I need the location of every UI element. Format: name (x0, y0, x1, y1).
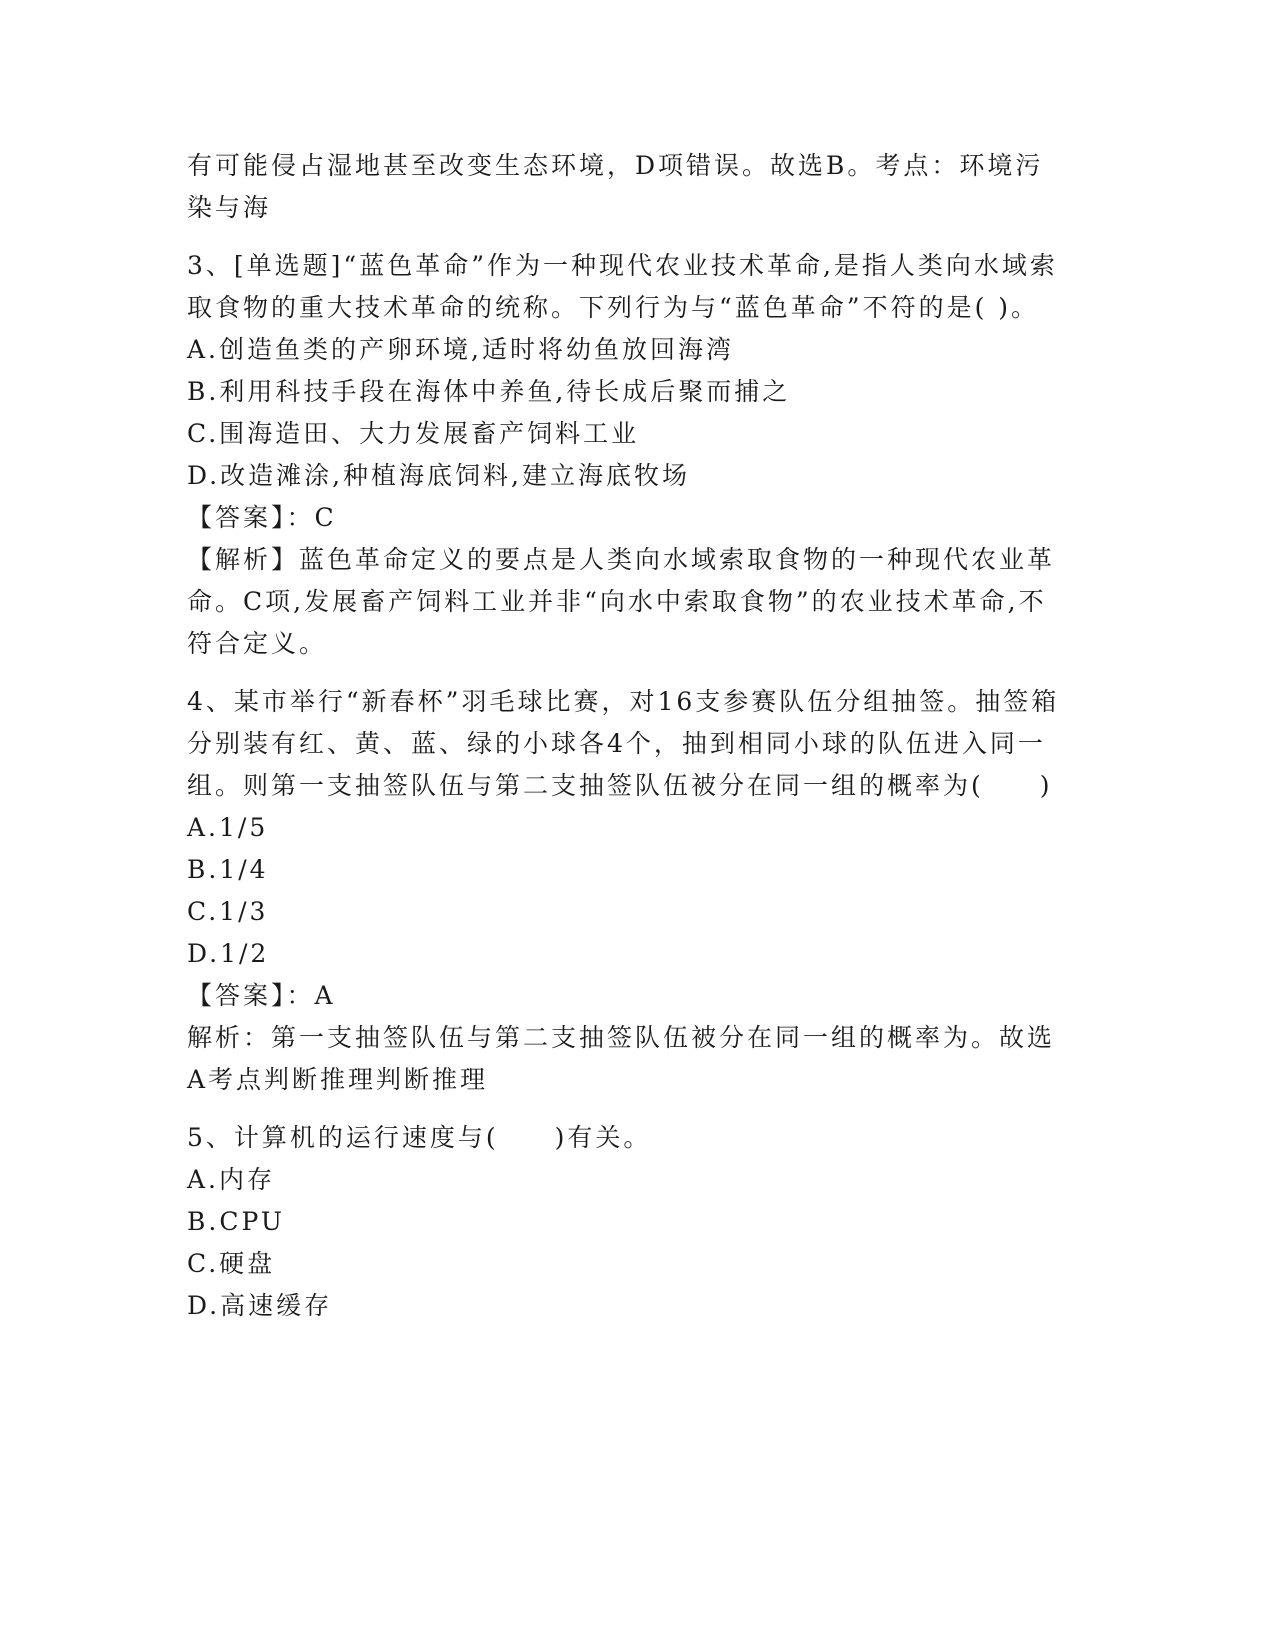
question-5-option-b: B.CPU (187, 1207, 285, 1236)
question-4-option-c: C.1/3 (187, 897, 269, 926)
intro-paragraph: 有可能侵占湿地甚至改变生态环境，D项错误。故选B。考点：环境污染与海 (187, 151, 1044, 222)
question-3-option-a: A.创造鱼类的产卵环境,适时将幼鱼放回海湾 (187, 335, 734, 364)
question-5-option-d: D.高速缓存 (187, 1291, 333, 1320)
spacer (187, 665, 1067, 681)
question-5 (187, 1117, 1067, 1327)
question-5-option-c: C.硬盘 (187, 1249, 276, 1278)
question-3-analysis: 【解析】蓝色革命定义的要点是人类向水域索取食物的一种现代农业革命。C项,发展畜产饲料工业并非“向水中索取食物”的农业技术革命,不符合定义。 (187, 545, 1056, 658)
question-3-option-c: C.围海造田、大力发展畜产饲料工业 (187, 419, 640, 448)
question-4-analysis: 解析：第一支抽签队伍与第二支抽签队伍被分在同一组的概率为。故选A考点判断推理判断推理 (187, 1023, 1056, 1094)
document-content (187, 145, 1067, 1327)
question-4 (187, 681, 1067, 1101)
question-5-stem: 5、计算机的运行速度与( )有关。 (187, 1123, 652, 1152)
question-3-option-d: D.改造滩涂,种植海底饲料,建立海底牧场 (187, 461, 690, 490)
question-3-answer: 【答案】：C (187, 503, 337, 532)
question-4-answer: 【答案】：A (187, 981, 336, 1010)
question-4-option-b: B.1/4 (187, 855, 269, 884)
question-5-option-a: A.内存 (187, 1165, 276, 1194)
question-4-option-d: D.1/2 (187, 939, 270, 968)
spacer (187, 229, 1067, 245)
question-3-option-b: B.利用科技手段在海体中养鱼,待长成后聚而捕之 (187, 377, 791, 406)
question-3-stem: 3、[单选题]“蓝色革命”作为一种现代农业技术革命,是指人类向水域索取食物的重大技术革命的统称。下列行为与“蓝色革命”不符的是( )。 (187, 251, 1058, 322)
question-4-option-a: A.1/5 (187, 813, 269, 842)
question-3 (187, 245, 1067, 665)
spacer (187, 1101, 1067, 1117)
question-4-stem: 4、某市举行“新春杯”羽毛球比赛，对16支参赛队伍分组抽签。抽签箱分别装有红、黄、蓝、绿的小球各4个，抽到相同小球的队伍进入同一组。则第一支抽签队伍与第二支抽签队伍被分在同一组的概率为( ) (187, 687, 1060, 800)
